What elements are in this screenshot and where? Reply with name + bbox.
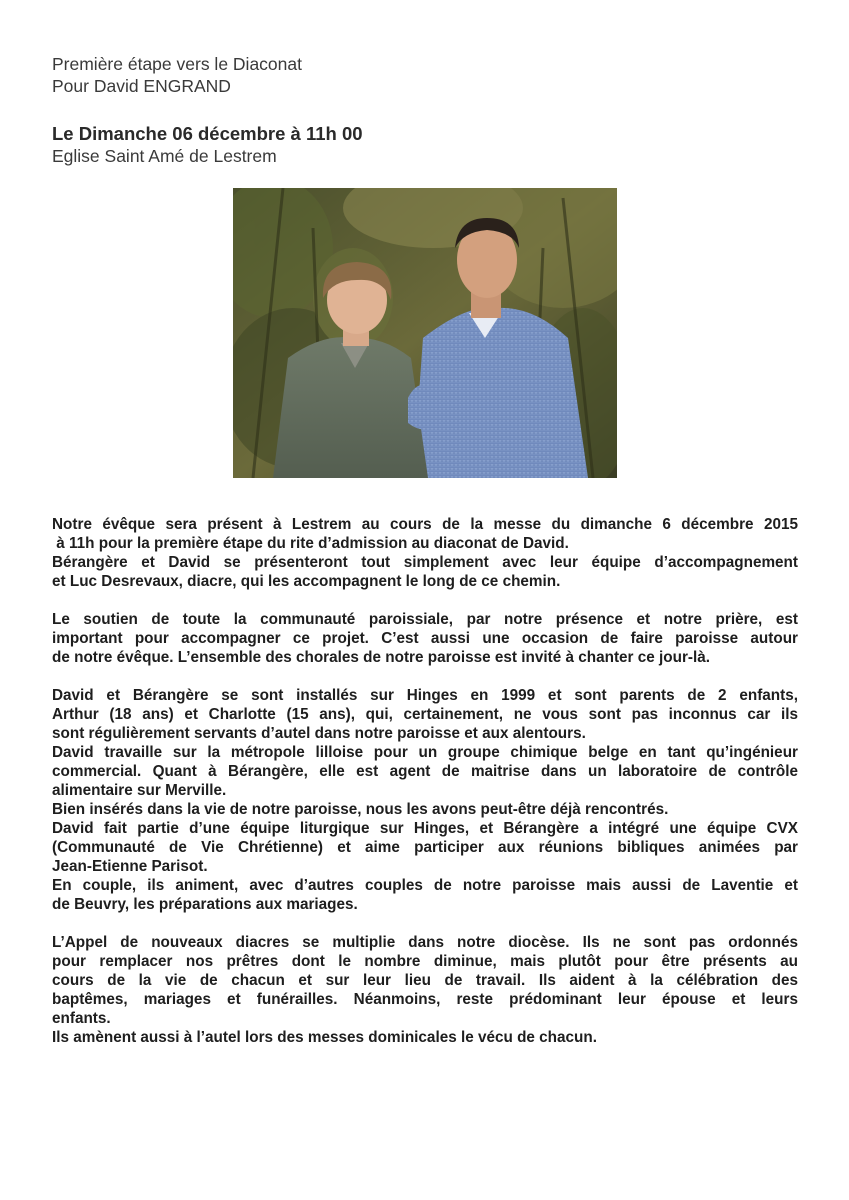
paragraph (52, 933, 798, 1047)
text-line: alimentaire sur Merville. (52, 782, 227, 799)
text-line: de Beuvry, les préparations aux mariages. (52, 896, 358, 913)
text-line: et Luc Desrevaux, diacre, qui les accompagnent le long de ce chemin. (52, 573, 561, 590)
couple-photo (233, 188, 617, 478)
article-body (52, 515, 798, 1066)
text-line: pour remplacer nos prêtres dont le nombre diminue, mais plutôt pour être présents au (52, 953, 798, 970)
text-line: En couple, ils animent, avec d’autres couples de notre paroisse mais aussi de Laventie et (52, 877, 798, 894)
header-subtitle: Pour David ENGRAND (52, 76, 231, 96)
text-line: Ils amènent aussi à l’autel lors des messes dominicales le vécu de chacun. (52, 1029, 597, 1046)
text-line: David travaille sur la métropole lilloise pour un groupe chimique belge en tant qu’ingénieur (52, 744, 798, 761)
text-line: sont régulièrement servants d’autel dans notre paroisse et aux alentours. (52, 725, 586, 742)
text-line: Bien insérés dans la vie de notre paroisse, nous les avons peut-être déjà rencontrés. (52, 801, 669, 818)
document-header (52, 53, 302, 97)
text-line: important pour accompagner ce projet. C’est aussi une occasion de faire paroisse autour (52, 630, 798, 647)
text-line: Jean-Etienne Parisot. (52, 858, 208, 875)
text-line: cours de la vie de chacun et sur leur lieu de travail. Ils aident à la célébration des (52, 972, 798, 989)
text-line: Notre évêque sera présent à Lestrem au cours de la messe du dimanche 6 décembre 2015 (52, 516, 798, 533)
paragraph (52, 686, 798, 914)
text-line: de notre évêque. L’ensemble des chorales de notre paroisse est invité à chanter ce jour-là. (52, 649, 711, 666)
event-date: Le Dimanche 06 décembre à 11h 00 (52, 123, 363, 144)
text-line: Le soutien de toute la communauté paroissiale, par notre présence et notre prière, est (52, 611, 798, 628)
paragraph (52, 515, 798, 591)
event-info (52, 122, 363, 168)
text-line: baptêmes, mariages et funérailles. Néanmoins, reste prédominant leur épouse et leurs (52, 991, 798, 1008)
text-line: Bérangère et David se présenteront tout simplement avec leur équipe d’accompagnement (52, 554, 798, 571)
text-line: Arthur (18 ans) et Charlotte (15 ans), qui, certainement, ne vous sont pas inconnus car ils (52, 706, 798, 723)
text-line: David et Bérangère se sont installés sur Hinges en 1999 et sont parents de 2 enfants, (52, 687, 798, 704)
text-line: David fait partie d’une équipe liturgique sur Hinges, et Bérangère a intégré une équipe CVX (52, 820, 798, 837)
text-line: à 11h pour la première étape du rite d’admission au diaconat de David. (52, 535, 569, 552)
text-line: commercial. Quant à Bérangère, elle est agent de maitrise dans un laboratoire de contrôle (52, 763, 798, 780)
text-line: enfants. (52, 1010, 111, 1027)
paragraph (52, 610, 798, 667)
text-line: (Communauté de Vie Chrétienne) et aime participer aux réunions bibliques animées par (52, 839, 798, 856)
header-title: Première étape vers le Diaconat (52, 54, 302, 74)
event-place: Eglise Saint Amé de Lestrem (52, 146, 277, 166)
text-line: L’Appel de nouveaux diacres se multiplie dans notre diocèse. Ils ne sont pas ordonnés (52, 934, 798, 951)
